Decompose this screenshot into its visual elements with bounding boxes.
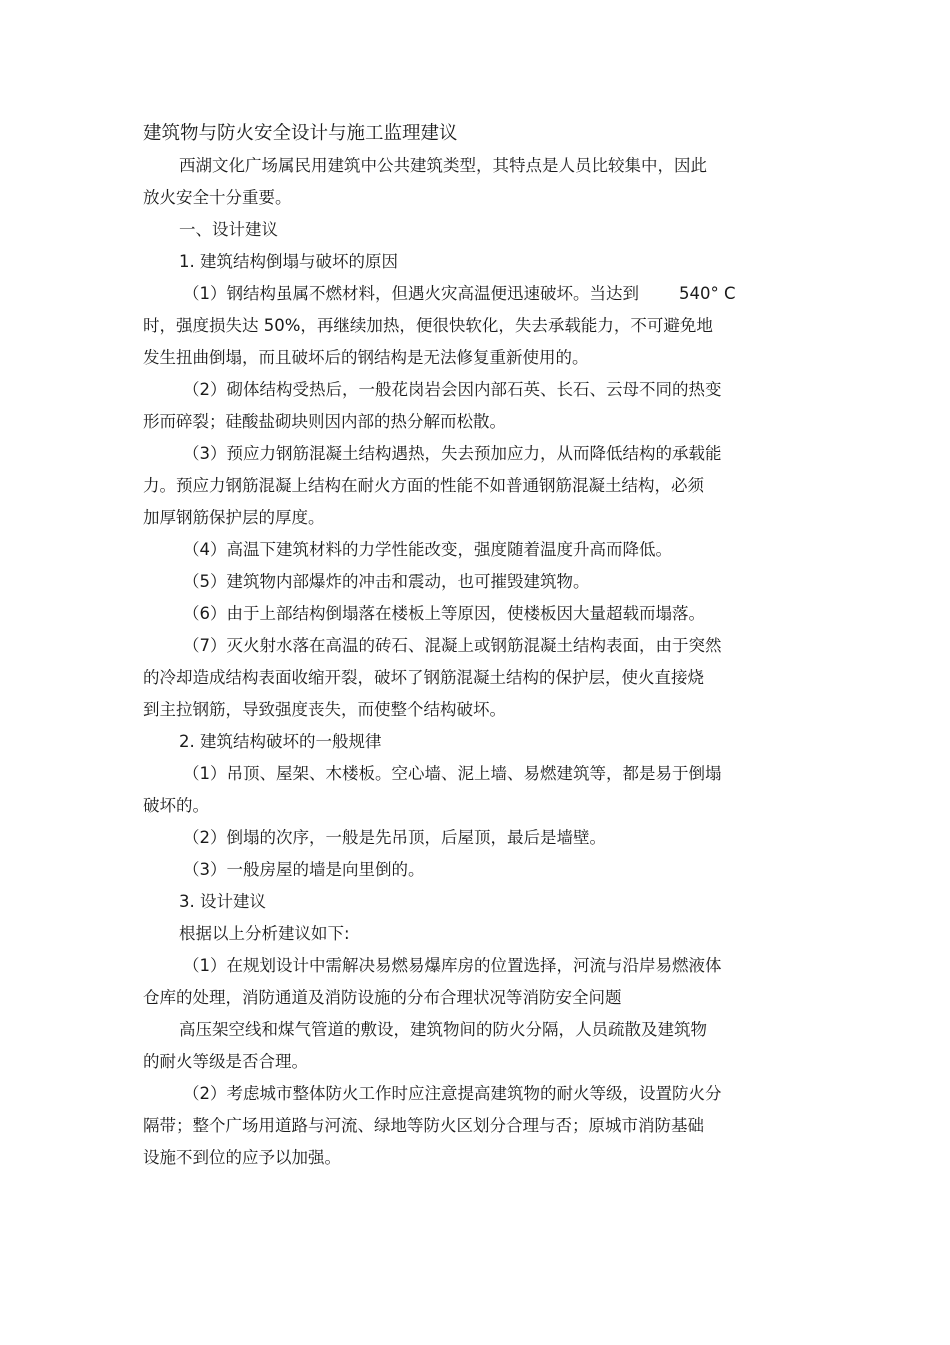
- paragraph-line: 根据以上分析建议如下:: [179, 924, 350, 943]
- paragraph-line: （2）倒塌的次序，一般是先吊顶，后屋顶，最后是墙壁。: [183, 828, 606, 847]
- paragraph-line: （2）考虑城市整体防火工作时应注意提高建筑物的耐火等级，设置防火分: [183, 1084, 722, 1103]
- paragraph-line: 力。预应力钢筋混凝上结构在耐火方面的性能不如普通钢筋混凝土结构，必须: [143, 476, 704, 495]
- document-title: 建筑物与防火安全设计与施工监理建议: [143, 123, 458, 144]
- paragraph-line: （1）在规划设计中需解决易燃易爆库房的位置选择，河流与沿岸易燃液体: [183, 956, 722, 975]
- paragraph-line: （3）一般房屋的墙是向里倒的。: [183, 860, 425, 879]
- document-body: [143, 118, 783, 1174]
- subsection-heading: 2. 建筑结构破坏的一般规律: [179, 732, 382, 751]
- paragraph-line: 破坏的。: [143, 796, 209, 815]
- paragraph-line: 加厚钢筋保护层的厚度。: [143, 508, 325, 527]
- paragraph-line: 隔带；整个广场用道路与河流、绿地等防火区划分合理与否；原城市消防基础: [143, 1116, 704, 1135]
- paragraph-line: （6）由于上部结构倒塌落在楼板上等原因，使楼板因大量超载而塌落。: [183, 604, 705, 623]
- paragraph-line: 的耐火等级是否合理。: [143, 1052, 308, 1071]
- paragraph-line: （3）预应力钢筋混凝土结构遇热，失去预加应力，从而降低结构的承载能: [183, 444, 722, 463]
- paragraph-line: （4）高温下建筑材料的力学性能改变，强度随着温度升高而降低。: [183, 540, 672, 559]
- paragraph-line: 形而碎裂；硅酸盐砌块则因内部的热分解而松散。: [143, 412, 506, 431]
- paragraph-text: （1）钢结构虽属不燃材料，但遇火灾高温便迅速破坏。当达到: [183, 284, 639, 303]
- paragraph-line: 的冷却造成结构表面收缩开裂，破坏了钢筋混凝土结构的保护层，使火直接烧: [143, 668, 704, 687]
- paragraph-line: 发生扭曲倒塌，而且破坏后的钢结构是无法修复重新使用的。: [143, 348, 589, 367]
- paragraph-line: [143, 278, 783, 310]
- paragraph-line: （1）吊顶、屋架、木楼板。空心墙、泥上墙、易燃建筑等，都是易于倒塌: [183, 764, 722, 783]
- subsection-heading: 1. 建筑结构倒塌与破坏的原因: [179, 252, 398, 271]
- paragraph-line: （7）灭火射水落在高温的砖石、混凝上或钢筋混凝土结构表面，由于突然: [183, 636, 722, 655]
- subsection-heading: 3. 设计建议: [179, 892, 266, 911]
- paragraph-line: 西湖文化广场属民用建筑中公共建筑类型，其特点是人员比较集中，因此: [179, 156, 707, 175]
- paragraph-line: 到主拉钢筋，导致强度丧失，而使整个结构破坏。: [143, 700, 506, 719]
- paragraph-line: 放火安全十分重要。: [143, 188, 292, 207]
- paragraph-line: （2）砌体结构受热后，一般花岗岩会因内部石英、长石、云母不同的热变: [183, 380, 722, 399]
- section-heading: 一、设计建议: [179, 220, 278, 239]
- paragraph-line: 高压架空线和煤气管道的敷设，建筑物间的防火分隔，人员疏散及建筑物: [179, 1020, 707, 1039]
- paragraph-line: 设施不到位的应予以加强。: [143, 1148, 341, 1167]
- paragraph-line: 时，强度损失达 50%，再继续加热，便很快软化，失去承载能力，不可避免地: [143, 316, 713, 335]
- temperature-value: 540° C: [679, 284, 736, 303]
- paragraph-line: 仓库的处理，消防通道及消防设施的分布合理状况等消防安全问题: [143, 988, 622, 1007]
- paragraph-line: （5）建筑物内部爆炸的冲击和震动，也可摧毁建筑物。: [183, 572, 590, 591]
